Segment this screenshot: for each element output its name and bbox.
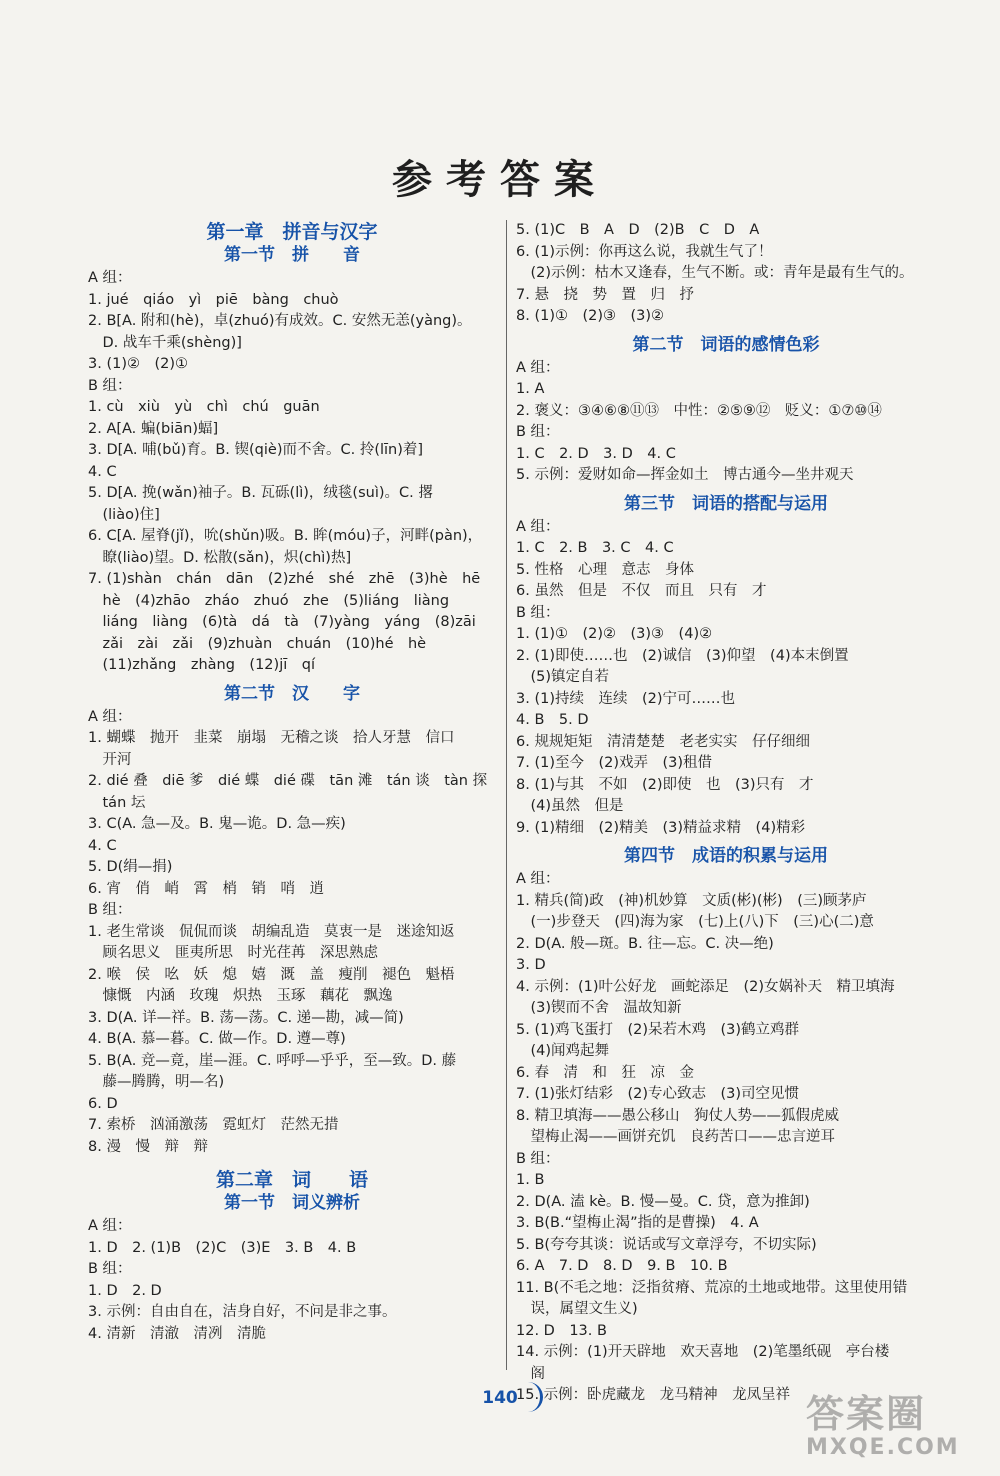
watermark-line1: 答案圈	[806, 1392, 927, 1436]
answer-line: 7. (1)至今 (2)戏弄 (3)租借	[516, 755, 713, 771]
answer-line: 5. (1)C B A D (2)B C D A	[516, 222, 760, 238]
answer-line: 2. (1)即使……也 (2)诚信 (3)仰望 (4)本末倒置	[516, 647, 849, 664]
group-label: A 组：	[516, 359, 560, 376]
answer-line: 2. B[A. 附和(hè)，卓(zhuó)有成效。C. 安然无恙(yàng)。	[88, 313, 472, 329]
group-label: A 组：	[88, 1218, 132, 1234]
answer-line: 瞭(liào)望。D. 松散(sǎn)，炽(chì)热]	[88, 549, 352, 566]
column-divider	[506, 220, 507, 1370]
answer-line: 误，属望文生义)	[516, 1301, 638, 1317]
section-heading: 第三节 词语的搭配与运用	[624, 493, 828, 514]
watermark-line2: MXQE.COM	[806, 1435, 960, 1460]
answer-line: tán 坛	[88, 794, 146, 811]
section-heading: 第二节 词语的感情色彩	[632, 334, 820, 355]
page-number-text: 140	[482, 1388, 518, 1408]
chapter-heading: 第一章 拼音与汉字	[206, 221, 378, 243]
answer-line: 阁	[516, 1365, 545, 1382]
answer-line: 4. C	[88, 837, 117, 854]
answer-line: 3. (1)持续 连续 (2)宁可……也	[516, 690, 736, 707]
answer-line: 5. B(夸夸其谈：说话或写文章浮夸，不切实际)	[516, 1236, 817, 1253]
answer-line: 5. B(A. 竞—竟，崖—涯。C. 呼呼—乎乎，至—致。D. 藤	[88, 1052, 457, 1069]
answer-line: 4. B 5. D	[516, 712, 589, 728]
answer-line: 14. 示例：(1)开天辟地 欢天喜地 (2)笔墨纸砚 亭台楼	[516, 1344, 890, 1360]
answer-line: 3. D(A. 详—祥。B. 荡—荡。C. 递—勘，减—简)	[88, 1009, 404, 1026]
answer-line: 15. 示例：卧虎藏龙 龙马精神 龙凤呈祥	[516, 1387, 791, 1403]
section-heading: 第四节 成语的积累与运用	[624, 846, 828, 866]
answer-line: 3. D	[516, 957, 546, 973]
answer-line: zǎi zài zǎi (9)zhuàn chuán (10)hé hè	[88, 635, 427, 652]
answer-line: 5. D[A. 挽(wǎn)袖子。B. 瓦砾(lì)，绒毯(suì)。C. 撂	[88, 485, 433, 501]
answer-line: 3. 示例：自由自在，洁身自好，不问是非之事。	[88, 1304, 397, 1320]
answer-line: 2. D(A. 溘 kè。B. 慢—曼。C. 贷，意为推卸)	[516, 1193, 810, 1210]
answer-line: 1. C 2. D 3. D 4. C	[516, 445, 676, 462]
answer-line: 8. 精卫填海——愚公移山 狗仗人势——狐假虎威	[516, 1107, 839, 1124]
answer-line: 4. 示例：(1)叶公好龙 画蛇添足 (2)女娲补天 精卫填海	[516, 978, 895, 995]
answer-line: 1. jué qiáo yì piē bàng chuò	[88, 291, 339, 308]
answer-line: 8. 漫 慢 辩 辩	[88, 1138, 208, 1155]
answer-line: 2. A[A. 蝙(biān)蝠]	[88, 420, 219, 437]
answer-line: 3. D[A. 哺(bǔ)育。B. 锲(qiè)而不舍。C. 拎(līn)着]	[88, 442, 424, 458]
answer-line: (3)锲而不舍 温故知新	[516, 1000, 682, 1016]
answer-line: 2. 褒义：③④⑥⑧⑪⑬ 中性：②⑤⑨⑫ 贬义：①⑦⑩⑭	[516, 402, 882, 419]
answer-line: 望梅止渴——画饼充饥 良药苦口——忠言逆耳	[516, 1129, 835, 1145]
answer-line: 2. dié 叠 diē 爹 dié 蝶 dié 碟 tān 滩 tán 谈 tàn 探	[88, 773, 488, 789]
answer-line: 2. 喉 侯 吆 妖 熄 嬉 溉 盖 瘦削 褪色 魁梧	[88, 966, 455, 983]
answer-line: 3. C(A. 急—及。B. 鬼—诡。D. 急—疾)	[88, 816, 346, 832]
group-label: B 组：	[516, 424, 560, 440]
page-number	[460, 1388, 540, 1408]
group-label: B 组：	[88, 377, 132, 394]
group-label: B 组：	[88, 902, 132, 918]
answer-line: 5. 性格 心理 意志 身体	[516, 561, 694, 578]
group-label: B 组：	[516, 1150, 560, 1167]
answer-line: 6. 规规矩矩 清清楚楚 老老实实 仔仔细细	[516, 733, 810, 750]
answer-line: 4. C	[88, 463, 117, 480]
chapter-heading: 第二章 词 语	[215, 1169, 368, 1191]
answer-line: liáng liàng (6)tà dá tà (7)yàng yáng (8)zāi	[88, 614, 476, 630]
section-heading: 第一节 拼 音	[224, 245, 360, 265]
page-title: 参考答案	[392, 156, 608, 203]
answer-line: (4)闻鸡起舞	[516, 1043, 610, 1059]
answer-line: 1. 精兵(简)政 (神)机妙算 文质(彬)(彬) (三)顾茅庐	[516, 892, 867, 909]
answer-line: 4. B(A. 慕—暮。C. 做—作。D. 遵—尊)	[88, 1031, 346, 1047]
answer-line: hè (4)zhāo zháo zhuó zhe (5)liáng liàng	[88, 592, 450, 609]
answer-line: 1. 老生常谈 侃侃而谈 胡编乱造 莫衷一是 迷途知返	[88, 923, 455, 940]
answer-line: 1. C 2. B 3. C 4. C	[516, 540, 674, 556]
group-label: A 组：	[516, 871, 560, 887]
answer-line: 8. (1)① (2)③ (3)②	[516, 308, 665, 324]
group-label: A 组：	[88, 708, 132, 725]
answer-line: 6. 虽然 但是 不仅 而且 只有 才	[516, 583, 767, 599]
group-label: A 组：	[88, 270, 132, 286]
answer-line: 5. 示例：爱财如命—挥金如土 博古通今—坐井观天	[516, 467, 854, 483]
answer-line: (4)虽然 但是	[516, 798, 624, 814]
answer-line: 12. D 13. B	[516, 1322, 607, 1339]
answer-line: 3. (1)② (2)①	[88, 356, 189, 372]
answer-line: 5. D(绢—捐)	[88, 859, 173, 875]
answer-line: D. 战车千乘(shèng)]	[88, 334, 242, 351]
answer-line: 2. D(A. 般—斑。B. 往—忘。C. 决—绝)	[516, 935, 774, 952]
answer-line: 顾名思义 匪夷所思 时光荏苒 深思熟虑	[88, 945, 378, 961]
answer-line: 1. (1)① (2)② (3)③ (4)②	[516, 626, 713, 642]
answer-line: (5)镇定自若	[516, 669, 610, 685]
answer-line: 3. B(B.“望梅止渴”指的是曹操) 4. A	[516, 1215, 759, 1231]
answer-line: 慷慨 内涵 玫瑰 炽热 玉琢 藕花 飘逸	[88, 988, 393, 1004]
answer-line: 8. (1)与其 不如 (2)即使 也 (3)只有 才	[516, 776, 814, 793]
answer-line: (liào)住]	[88, 506, 160, 523]
answer-line: 开河	[88, 751, 132, 768]
answer-line: 藤—腾腾，明—名)	[88, 1074, 225, 1090]
answer-line: (一)步登天 (四)海为家 (七)上(八)下 (三)心(二)意	[516, 914, 874, 930]
answer-line: 6. C[A. 屋脊(jǐ)，吮(shǔn)吸。B. 眸(móu)子，河畔(pàn)，	[88, 528, 483, 544]
answer-line: 6. 春 清 和 狂 凉 金	[516, 1064, 694, 1081]
answer-line: 7. 索桥 汹涌激荡 霓虹灯 茫然无措	[88, 1117, 339, 1133]
answer-line: 1. cù xiù yù chì chú guān	[88, 399, 320, 415]
answer-line: 6. A 7. D 8. D 9. B 10. B	[516, 1258, 728, 1274]
left-column	[88, 220, 496, 1345]
section-heading: 第一节 词义辨析	[224, 1193, 360, 1213]
answer-line: 7. (1)张灯结彩 (2)专心致志 (3)司空见惯	[516, 1086, 800, 1102]
section-heading: 第二节 汉 字	[224, 683, 360, 704]
answer-line: 1. A	[516, 381, 545, 397]
answer-line: 9. (1)精细 (2)精美 (3)精益求精 (4)精彩	[516, 819, 806, 836]
page-swoosh-icon	[518, 1382, 543, 1412]
answer-line: 4. 清新 清澈 清冽 清脆	[88, 1325, 266, 1342]
answer-line: 11. B(不毛之地：泛指贫瘠、荒凉的土地或地带。这里使用错	[516, 1279, 908, 1296]
group-label: A 组：	[516, 518, 560, 535]
answer-line: 1. 蝴蝶 抛开 韭菜 崩塌 无稽之谈 拾人牙慧 信口	[88, 730, 455, 746]
watermark-logo	[806, 1392, 986, 1466]
answer-line: 6. (1)示例：你再这么说，我就生气了！	[516, 243, 773, 260]
answer-line: 1. D 2. D	[88, 1282, 162, 1299]
answer-line: 6. D	[88, 1095, 118, 1112]
answer-line: 1. D 2. (1)B (2)C (3)E 3. B 4. B	[88, 1239, 357, 1256]
answer-line: (11)zhǎng zhàng (12)jī qí	[88, 657, 315, 673]
answer-line: 7. 悬 挠 势 置 归 抒	[516, 286, 694, 303]
group-label: B 组：	[88, 1261, 132, 1277]
right-column	[516, 220, 936, 1407]
answer-line: 7. (1)shàn chán dān (2)zhé shé zhē (3)hè hē	[88, 571, 481, 587]
answer-line: 6. 宵 俏 峭 霄 梢 销 哨 逍	[88, 880, 324, 897]
answer-line: 1. B	[516, 1172, 545, 1188]
answer-line: (2)示例：枯木又逢春，生气不断。或：青年是最有生气的。	[516, 265, 914, 281]
answer-line: 5. (1)鸡飞蛋打 (2)呆若木鸡 (3)鹤立鸡群	[516, 1021, 800, 1038]
group-label: B 组：	[516, 604, 560, 621]
